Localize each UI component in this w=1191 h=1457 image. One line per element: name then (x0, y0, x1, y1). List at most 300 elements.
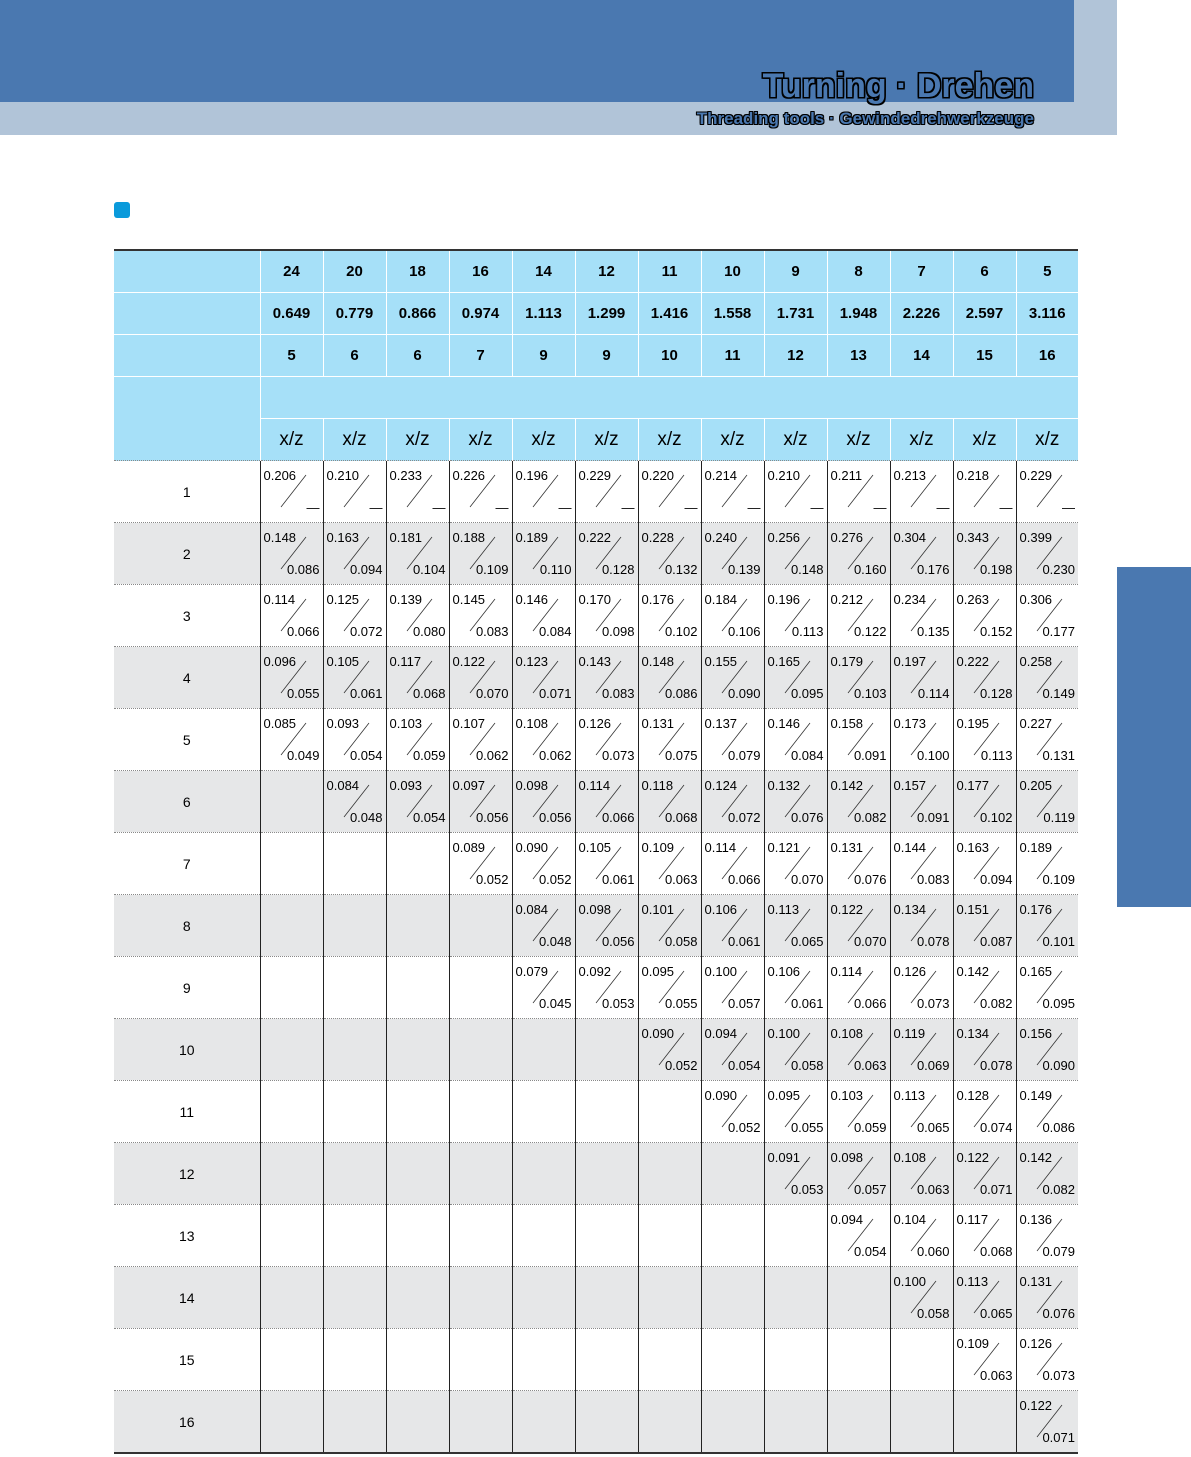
value-cell (890, 1019, 953, 1081)
pass-number: 12 (114, 1143, 260, 1205)
z-value: 0.122 (853, 624, 887, 639)
value-cell (1016, 1329, 1078, 1391)
value-cell (386, 1391, 449, 1454)
xz-pair (765, 647, 827, 708)
x-value: 0.276 (830, 530, 864, 545)
z-value: — (1062, 500, 1075, 515)
value-cell (701, 1267, 764, 1329)
xz-pair (828, 1019, 890, 1080)
xz-pair (891, 895, 953, 956)
x-value: 0.109 (641, 840, 675, 855)
x-value: 0.113 (767, 902, 800, 917)
x-value: 0.226 (452, 468, 486, 483)
z-value: 0.055 (790, 1120, 824, 1135)
pass-number: 7 (114, 833, 260, 895)
x-value: 0.084 (515, 902, 549, 917)
pass-number: 1 (114, 461, 260, 523)
value-cell (638, 833, 701, 895)
x-value: 0.196 (515, 468, 549, 483)
value-cell (764, 585, 827, 647)
z-value: 0.062 (475, 748, 509, 763)
xz-label: x/z (449, 419, 512, 461)
value-cell (638, 709, 701, 771)
x-value: 0.173 (893, 716, 927, 731)
xz-pair (387, 461, 449, 522)
x-value: 0.142 (956, 964, 990, 979)
xz-label: x/z (701, 419, 764, 461)
value-cell (1016, 461, 1078, 523)
xz-label: x/z (638, 419, 701, 461)
value-cell (953, 647, 1016, 709)
value-cell (260, 647, 323, 709)
value-cell (449, 585, 512, 647)
xz-pair (1017, 1267, 1079, 1328)
xz-pair (1017, 461, 1079, 522)
value-cell (1016, 895, 1078, 957)
z-value: 0.102 (979, 810, 1013, 825)
value-cell (701, 1205, 764, 1267)
x-value: 0.107 (452, 716, 486, 731)
header-row-passes-cell: 14 (890, 335, 953, 377)
z-value: 0.094 (349, 562, 383, 577)
z-value: — (684, 500, 698, 515)
xz-pair (702, 647, 764, 708)
table-row (114, 833, 1078, 895)
value-cell (890, 1143, 953, 1205)
x-value: 0.113 (956, 1274, 989, 1289)
x-value: 0.100 (893, 1274, 927, 1289)
xz-pair (765, 957, 827, 1018)
value-cell (449, 647, 512, 709)
pass-number: 15 (114, 1329, 260, 1391)
z-value: 0.082 (979, 996, 1013, 1011)
xz-pair (450, 647, 512, 708)
value-cell (260, 833, 323, 895)
xz-pair (1017, 1329, 1079, 1390)
x-value: 0.084 (326, 778, 360, 793)
value-cell (890, 1081, 953, 1143)
value-cell (512, 585, 575, 647)
header-row-group (114, 377, 1078, 419)
z-value: 0.057 (727, 996, 761, 1011)
z-value: 0.058 (790, 1058, 824, 1073)
xz-pair (576, 957, 638, 1018)
xz-pair (954, 523, 1016, 584)
x-value: 0.104 (893, 1212, 927, 1227)
x-value: 0.227 (1019, 716, 1053, 731)
value-cell (449, 1143, 512, 1205)
value-cell (764, 1329, 827, 1391)
xz-label: x/z (953, 419, 1016, 461)
value-cell (764, 1143, 827, 1205)
table-row (114, 895, 1078, 957)
z-value: 0.109 (475, 562, 509, 577)
value-cell (260, 1391, 323, 1454)
value-cell (764, 895, 827, 957)
xz-pair (828, 1081, 890, 1142)
xz-pair (954, 1019, 1016, 1080)
value-cell (1016, 1391, 1078, 1454)
x-value: 0.100 (767, 1026, 801, 1041)
xz-pair (828, 771, 890, 832)
value-cell (890, 1267, 953, 1329)
x-value: 0.165 (1019, 964, 1053, 979)
value-cell (953, 895, 1016, 957)
value-cell (512, 647, 575, 709)
value-cell (386, 1081, 449, 1143)
z-value: 0.094 (979, 872, 1013, 887)
value-cell (260, 523, 323, 585)
z-value: 0.095 (1042, 996, 1075, 1011)
xz-pair (1017, 895, 1079, 956)
value-cell (575, 771, 638, 833)
z-value: 0.086 (1042, 1120, 1075, 1135)
z-value: — (747, 500, 761, 515)
xz-pair (513, 709, 575, 770)
x-value: 0.089 (452, 840, 486, 855)
xz-pair (576, 771, 638, 832)
value-cell (1016, 1267, 1078, 1329)
x-value: 0.103 (389, 716, 423, 731)
z-value: 0.086 (286, 562, 320, 577)
z-value: 0.176 (916, 562, 950, 577)
x-value: 0.105 (578, 840, 612, 855)
pass-number: 9 (114, 957, 260, 1019)
value-cell (638, 1143, 701, 1205)
xz-pair (1017, 523, 1079, 584)
xz-pair (639, 647, 701, 708)
xz-label: x/z (1016, 419, 1078, 461)
x-value: 0.124 (704, 778, 738, 793)
z-value: 0.063 (853, 1058, 887, 1073)
value-cell (323, 1205, 386, 1267)
header-row-values-cell: 2.226 (890, 293, 953, 335)
x-value: 0.233 (389, 468, 423, 483)
xz-pair (450, 523, 512, 584)
z-value: 0.128 (979, 686, 1013, 701)
value-cell (260, 585, 323, 647)
xz-pair (576, 647, 638, 708)
z-value: — (999, 500, 1013, 515)
table-row (114, 1019, 1078, 1081)
value-cell (890, 647, 953, 709)
x-value: 0.195 (956, 716, 990, 731)
value-cell (449, 709, 512, 771)
x-value: 0.122 (452, 654, 486, 669)
value-cell (827, 1329, 890, 1391)
z-value: 0.083 (601, 686, 635, 701)
x-value: 0.142 (830, 778, 864, 793)
value-cell (386, 1019, 449, 1081)
z-value: 0.098 (601, 624, 635, 639)
z-value: 0.139 (727, 562, 761, 577)
value-cell (323, 833, 386, 895)
x-value: 0.090 (704, 1088, 738, 1103)
xz-pair (513, 523, 575, 584)
header-row-passes-cell: 7 (449, 335, 512, 377)
value-cell (638, 647, 701, 709)
x-value: 0.122 (1019, 1398, 1053, 1413)
x-value: 0.098 (578, 902, 612, 917)
xz-pair (828, 957, 890, 1018)
z-value: 0.054 (727, 1058, 761, 1073)
z-value: 0.049 (286, 748, 320, 763)
x-value: 0.155 (704, 654, 738, 669)
xz-pair (450, 461, 512, 522)
z-value: 0.090 (1042, 1058, 1075, 1073)
value-cell (449, 1019, 512, 1081)
value-cell (764, 1081, 827, 1143)
x-value: 0.085 (263, 716, 297, 731)
z-value: 0.065 (916, 1120, 950, 1135)
value-cell (953, 1267, 1016, 1329)
x-value: 0.134 (956, 1026, 990, 1041)
z-value: 0.079 (727, 748, 761, 763)
xz-pair (1017, 647, 1079, 708)
x-value: 0.090 (515, 840, 549, 855)
xz-label: x/z (575, 419, 638, 461)
header-row-passes-cell: 9 (512, 335, 575, 377)
value-cell (323, 647, 386, 709)
xz-pair (891, 461, 953, 522)
xz-pair (513, 833, 575, 894)
value-cell (701, 585, 764, 647)
x-value: 0.176 (1019, 902, 1053, 917)
value-cell (827, 771, 890, 833)
value-cell (575, 1329, 638, 1391)
value-cell (260, 771, 323, 833)
xz-pair (324, 709, 386, 770)
xz-pair (324, 585, 386, 646)
value-cell (701, 771, 764, 833)
z-value: 0.078 (979, 1058, 1013, 1073)
z-value: 0.068 (412, 686, 446, 701)
xz-pair (702, 771, 764, 832)
x-value: 0.148 (263, 530, 297, 545)
x-value: 0.108 (893, 1150, 927, 1165)
x-value: 0.210 (767, 468, 801, 483)
value-cell (638, 771, 701, 833)
value-cell (764, 647, 827, 709)
page-subtitle: Threading tools · Gewindedrehwerkzeuge (696, 109, 1034, 128)
header-row-values-cell: 0.779 (323, 293, 386, 335)
xz-pair (891, 957, 953, 1018)
xz-pair (765, 461, 827, 522)
z-value: 0.074 (979, 1120, 1013, 1135)
value-cell (827, 1143, 890, 1205)
value-cell (890, 1329, 953, 1391)
xz-pair (261, 461, 323, 522)
x-value: 0.189 (515, 530, 549, 545)
value-cell (449, 461, 512, 523)
x-value: 0.093 (389, 778, 423, 793)
z-value: 0.054 (349, 748, 383, 763)
header-row-values-cell: 1.948 (827, 293, 890, 335)
x-value: 0.143 (578, 654, 612, 669)
xz-label: x/z (764, 419, 827, 461)
header-row-values-cell: 1.299 (575, 293, 638, 335)
x-value: 0.304 (893, 530, 927, 545)
z-value: 0.071 (538, 686, 572, 701)
header-row-passes-cell: 15 (953, 335, 1016, 377)
value-cell (260, 461, 323, 523)
z-value: 0.078 (916, 934, 950, 949)
z-value: 0.052 (538, 872, 572, 887)
value-cell (764, 709, 827, 771)
value-cell (323, 461, 386, 523)
xz-pair (891, 709, 953, 770)
pass-number: 11 (114, 1081, 260, 1143)
z-value: 0.160 (853, 562, 887, 577)
value-cell (890, 523, 953, 585)
xz-pair (1017, 709, 1079, 770)
x-value: 0.101 (641, 902, 675, 917)
value-cell (701, 1391, 764, 1454)
value-cell (1016, 833, 1078, 895)
value-cell (1016, 1019, 1078, 1081)
value-cell (575, 833, 638, 895)
xz-pair (639, 771, 701, 832)
x-value: 0.117 (956, 1212, 989, 1227)
value-cell (323, 523, 386, 585)
table-row (114, 771, 1078, 833)
xz-pair (324, 523, 386, 584)
value-cell (827, 461, 890, 523)
value-cell (827, 1019, 890, 1081)
x-value: 0.163 (326, 530, 360, 545)
value-cell (638, 1329, 701, 1391)
z-value: 0.110 (539, 562, 572, 577)
z-value: 0.091 (853, 748, 887, 763)
value-cell (890, 1391, 953, 1454)
xz-pair (513, 585, 575, 646)
x-value: 0.114 (704, 840, 737, 855)
xz-pair (576, 833, 638, 894)
xz-pair (954, 771, 1016, 832)
x-value: 0.137 (704, 716, 738, 731)
value-cell (1016, 647, 1078, 709)
header-row-passes-cell: 16 (1016, 335, 1078, 377)
value-cell (323, 709, 386, 771)
value-cell (1016, 1081, 1078, 1143)
value-cell (260, 1267, 323, 1329)
z-value: 0.055 (286, 686, 320, 701)
value-cell (1016, 523, 1078, 585)
x-value: 0.163 (956, 840, 990, 855)
xz-pair (513, 957, 575, 1018)
x-value: 0.222 (956, 654, 990, 669)
pass-number: 8 (114, 895, 260, 957)
x-value: 0.103 (830, 1088, 864, 1103)
value-cell (701, 895, 764, 957)
value-cell (701, 1081, 764, 1143)
header-row-passes-cell: 12 (764, 335, 827, 377)
xz-pair (513, 895, 575, 956)
z-value: 0.070 (790, 872, 824, 887)
value-cell (386, 709, 449, 771)
value-cell (512, 1391, 575, 1454)
x-value: 0.197 (893, 654, 927, 669)
z-value: 0.148 (790, 562, 824, 577)
section-bullet-icon (114, 202, 130, 218)
side-section-tab[interactable] (1117, 567, 1191, 907)
value-cell (575, 647, 638, 709)
header-side-block (1074, 0, 1117, 102)
xz-pair (639, 957, 701, 1018)
z-value: 0.062 (538, 748, 572, 763)
xz-pair (765, 709, 827, 770)
value-cell (386, 461, 449, 523)
value-cell (449, 957, 512, 1019)
pass-number: 4 (114, 647, 260, 709)
value-cell (953, 1329, 1016, 1391)
x-value: 0.126 (893, 964, 927, 979)
xz-pair (702, 895, 764, 956)
value-cell (953, 1205, 1016, 1267)
z-value: 0.048 (538, 934, 572, 949)
x-value: 0.181 (389, 530, 423, 545)
xz-pair (702, 833, 764, 894)
value-cell (386, 833, 449, 895)
x-value: 0.234 (893, 592, 927, 607)
header-row-columns-label (114, 250, 260, 293)
x-value: 0.256 (767, 530, 801, 545)
value-cell (764, 771, 827, 833)
z-value: 0.059 (853, 1120, 887, 1135)
value-cell (890, 709, 953, 771)
xz-pair (891, 771, 953, 832)
z-value: 0.071 (1042, 1430, 1075, 1445)
table-row (114, 1391, 1078, 1454)
header-row-columns-cell: 10 (701, 250, 764, 293)
xz-pair (1017, 1143, 1079, 1204)
value-cell (575, 1205, 638, 1267)
xz-label: x/z (323, 419, 386, 461)
x-value: 0.176 (641, 592, 675, 607)
x-value: 0.098 (830, 1150, 864, 1165)
z-value: — (621, 500, 635, 515)
value-cell (638, 1019, 701, 1081)
x-value: 0.214 (704, 468, 738, 483)
xz-pair (702, 957, 764, 1018)
z-value: 0.149 (1042, 686, 1075, 701)
x-value: 0.206 (263, 468, 297, 483)
value-cell (890, 1205, 953, 1267)
xz-pair (576, 523, 638, 584)
xz-pair (450, 709, 512, 770)
value-cell (512, 957, 575, 1019)
x-value: 0.108 (830, 1026, 864, 1041)
xz-pair (765, 1019, 827, 1080)
x-value: 0.177 (956, 778, 990, 793)
value-cell (323, 895, 386, 957)
value-cell (827, 833, 890, 895)
xz-pair (261, 585, 323, 646)
xz-pair (639, 461, 701, 522)
x-value: 0.114 (830, 964, 863, 979)
value-cell (764, 1019, 827, 1081)
value-cell (638, 523, 701, 585)
x-value: 0.131 (1019, 1274, 1053, 1289)
xz-label: x/z (890, 419, 953, 461)
value-cell (827, 647, 890, 709)
value-cell (827, 895, 890, 957)
x-value: 0.145 (452, 592, 486, 607)
xz-pair (891, 833, 953, 894)
x-value: 0.343 (956, 530, 990, 545)
value-cell (323, 1143, 386, 1205)
z-value: 0.106 (727, 624, 761, 639)
